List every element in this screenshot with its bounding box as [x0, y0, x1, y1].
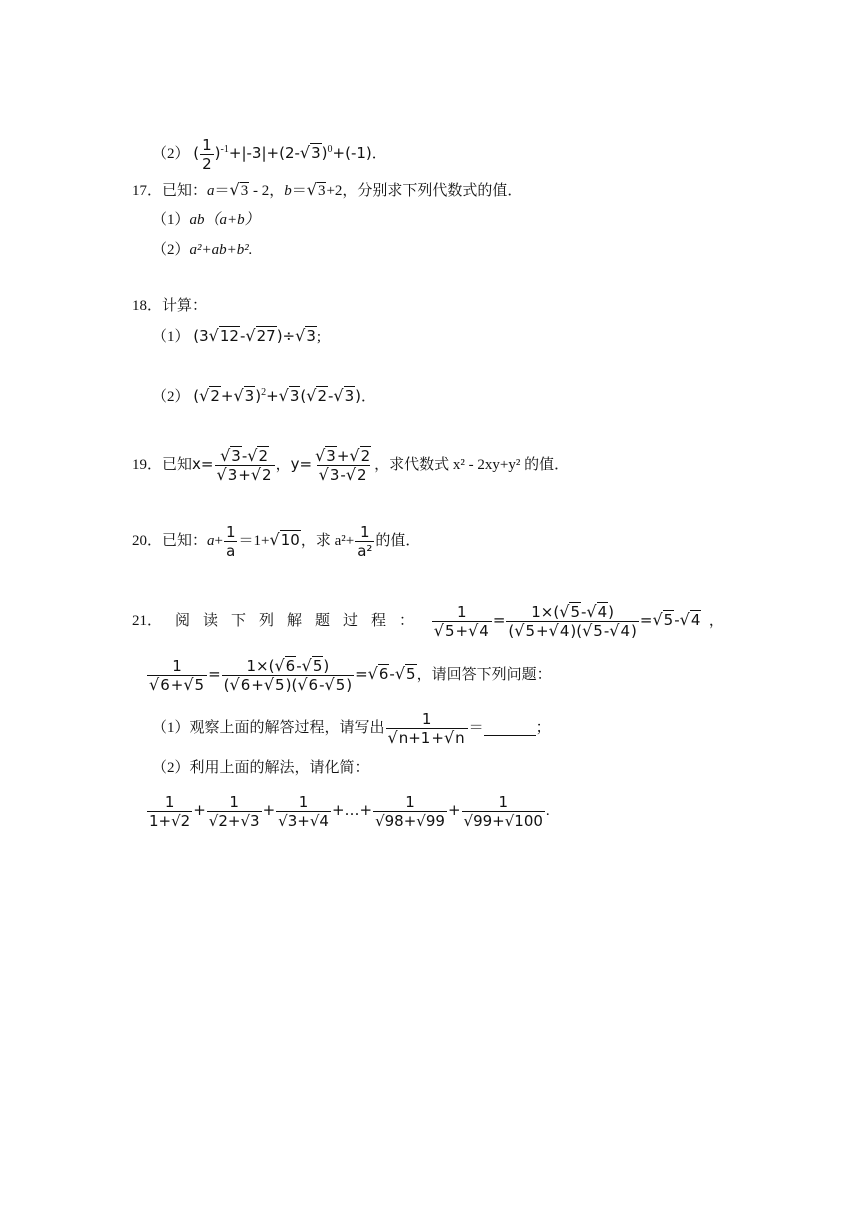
abs-value: |-3|	[241, 143, 267, 162]
problem-19: 19．已知x= $\frac{√3-√2}{√3+√2}$ ，y= $\frac{√3+√2}{√3-√2}$ ，求代数式 x² - 2xy+y² 的值．	[132, 446, 570, 485]
fraction-one-over-a: $\frac{1}{a}$	[226, 523, 236, 561]
fraction-x: $\frac{√3-√2}{√3+√2}$	[215, 447, 275, 484]
problem-20: 20．已知：a+ $\frac{1}{a}$ ＝1+√10，求 a²+ $\frac{1}{\text{a²}}$ 的值．	[132, 523, 421, 561]
fraction-rationalize-5-4: $\frac{1\times(√5-√4)}{(√5+√4)(√5-√4)}$	[508, 602, 637, 641]
sqrt-3: √3	[295, 326, 316, 345]
problem-18-part-2: （2） $(√2+√3)^2+√3(√2-√3)$．	[152, 386, 377, 405]
fraction-one-half: $\frac{1}{2}$	[202, 136, 212, 173]
fraction-1-over-r5-r4: $\frac{1}{√5+√4}$	[432, 603, 492, 640]
sqrt-12: √12	[208, 326, 239, 345]
sqrt-27: √27	[245, 326, 276, 345]
problem-21-part-1: （1）观察上面的解答过程，请写出 $\frac{1}{√n+1+√n}$ ＝ ；	[152, 710, 551, 748]
fraction-one-over-a-squared: $\frac{1}{\text{a²}}$	[357, 523, 373, 561]
sqrt-3: √3	[306, 180, 326, 199]
fraction-y: $\frac{√3+√2}{√3-√2}$	[315, 446, 371, 485]
problem-21-example-2: $\frac{1}{√6+√5}$ = $\frac{1\times(√6-√5)}{(√6+√5)(√6-√5)}$ =√6-√5，请回答下列问题：	[149, 656, 552, 695]
part-label: （2）	[152, 145, 190, 162]
problem-21-part-2: （2）利用上面的解法，请化简：	[152, 760, 370, 776]
answer-blank[interactable]	[484, 721, 536, 736]
problem-21-stem: 21．阅读下列解题过程： $\frac{1}{√5+√4}$ = $\frac{1\times(√5-√4)}{(√5+√4)(√5-√4)}$ =√5-√4 ，	[132, 602, 724, 641]
problem-18-stem: 18．计算：	[132, 298, 208, 314]
sqrt-3: √3	[229, 180, 249, 199]
problem-number: 17．	[132, 183, 163, 199]
problem-16-part-2: （2） ( $\frac{1}{2}$ )$^{-1}+|-3|+(2-√3)^0+(-1)$．	[152, 136, 387, 173]
sqrt-10: √10	[269, 530, 300, 549]
problem-17-part-1: （1）ab（a+b）	[152, 212, 260, 228]
problem-18-part-1: （1） (3√12-√27)÷√3;	[152, 326, 322, 345]
problem-21-sum: $\frac{1}{1+√2}$ + $\frac{1}{√2+√3}$ + $\frac{1}{√3+√4}$ +…+ $\frac{1}{√98+√99}$ + $\frac{1}{√99+√100}$ .	[149, 793, 550, 831]
problem-17-stem: 17．已知：a＝√3 - 2，b＝√3+2，分别求下列代数式的值．	[132, 180, 523, 199]
problem-17-part-2: （2）a²+ab+b².	[152, 242, 253, 258]
sqrt-3: √3	[299, 142, 321, 162]
